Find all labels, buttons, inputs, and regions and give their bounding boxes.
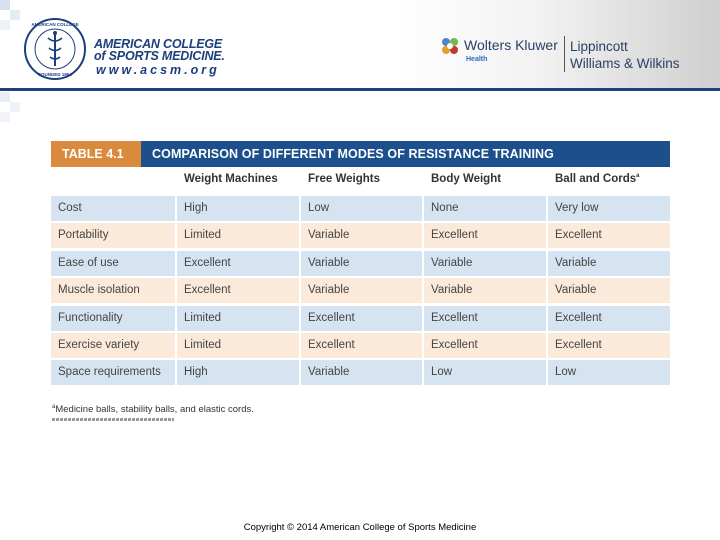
table-row — [51, 360, 670, 385]
row-label-cell: Ease of use — [51, 251, 175, 276]
table-row — [51, 306, 670, 331]
table-cell: Limited — [177, 333, 299, 358]
table-cell: Limited — [177, 223, 299, 248]
table-cell: Low — [424, 360, 546, 385]
publisher-division: Health — [466, 56, 488, 63]
table-cell: None — [424, 196, 546, 221]
decor-square — [0, 112, 10, 122]
table-cell: Excellent — [301, 306, 422, 331]
table-cell: Variable — [301, 360, 422, 385]
table-row — [51, 278, 670, 303]
column-header — [555, 173, 640, 185]
decor-square — [10, 102, 20, 112]
row-label-cell: Exercise variety — [51, 333, 175, 358]
table-cell: Limited — [177, 306, 299, 331]
table-cell: Excellent — [177, 251, 299, 276]
table-cell: Excellent — [301, 333, 422, 358]
imprint-line1: Lippincott — [570, 39, 628, 54]
table-cell: Variable — [548, 251, 670, 276]
column-header: Weight Machines — [184, 173, 278, 185]
footnote-mark: a — [52, 404, 56, 410]
row-label-cell: Cost — [51, 196, 175, 221]
wolters-kluwer-icon — [440, 36, 460, 56]
table-cell: Excellent — [424, 223, 546, 248]
acsm-name-line2: of SPORTS MEDICINE. — [94, 49, 225, 63]
table-cell: Low — [301, 196, 422, 221]
table-cell: Very low — [548, 196, 670, 221]
footnote-text: Medicine balls, stability balls, and elastic cords. — [55, 404, 254, 416]
decor-square — [0, 0, 10, 10]
acsm-seal-logo — [24, 18, 86, 80]
table-cell: Excellent — [424, 306, 546, 331]
column-header: Body Weight — [431, 173, 502, 185]
decor-square — [10, 10, 20, 20]
table-cell: Low — [548, 360, 670, 385]
header-rule — [0, 88, 720, 91]
table-footnote — [52, 404, 254, 415]
table-cell: High — [177, 360, 299, 385]
table-cell: Excellent — [548, 223, 670, 248]
imprint-name — [570, 38, 680, 72]
row-label-cell: Muscle isolation — [51, 278, 175, 303]
table-cell: Excellent — [548, 333, 670, 358]
table-cell: Variable — [301, 278, 422, 303]
table-row — [51, 196, 670, 221]
logo-divider — [564, 36, 565, 72]
acsm-url: www.acsm.org — [96, 63, 220, 77]
svg-text:AMERICAN COLLEGE: AMERICAN COLLEGE — [31, 22, 79, 27]
acsm-name — [94, 38, 225, 62]
table-cell: High — [177, 196, 299, 221]
table-cell: Excellent — [548, 306, 670, 331]
copyright-notice: Copyright © 2014 American College of Sports Medicine — [243, 522, 477, 533]
column-header-label: Ball and Cords — [555, 173, 637, 185]
decor-square — [0, 20, 10, 30]
table-row — [51, 223, 670, 248]
table-cell: Variable — [424, 278, 546, 303]
table-cell: Excellent — [424, 333, 546, 358]
source-credit-fineprint — [52, 418, 174, 421]
table-cell: Excellent — [177, 278, 299, 303]
column-footnote-mark: a — [636, 173, 640, 180]
table-cell: Variable — [301, 251, 422, 276]
imprint-line2: Williams & Wilkins — [570, 56, 680, 71]
decor-square — [0, 92, 10, 102]
column-header: Free Weights — [308, 173, 380, 185]
table-cell: Variable — [301, 223, 422, 248]
row-label-cell: Space requirements — [51, 360, 175, 385]
table-row — [51, 333, 670, 358]
row-label-cell: Portability — [51, 223, 175, 248]
acsm-name-line1: AMERICAN COLLEGE — [94, 37, 223, 51]
table-row — [51, 251, 670, 276]
svg-text:FOUNDED 1954: FOUNDED 1954 — [38, 72, 72, 77]
table-cell: Variable — [424, 251, 546, 276]
publisher-name: Wolters Kluwer — [464, 37, 558, 53]
table-title: COMPARISON OF DIFFERENT MODES OF RESISTANCE TRAINING — [152, 147, 554, 161]
table-cell: Variable — [548, 278, 670, 303]
table-number: TABLE 4.1 — [51, 141, 141, 167]
row-label-cell: Functionality — [51, 306, 175, 331]
